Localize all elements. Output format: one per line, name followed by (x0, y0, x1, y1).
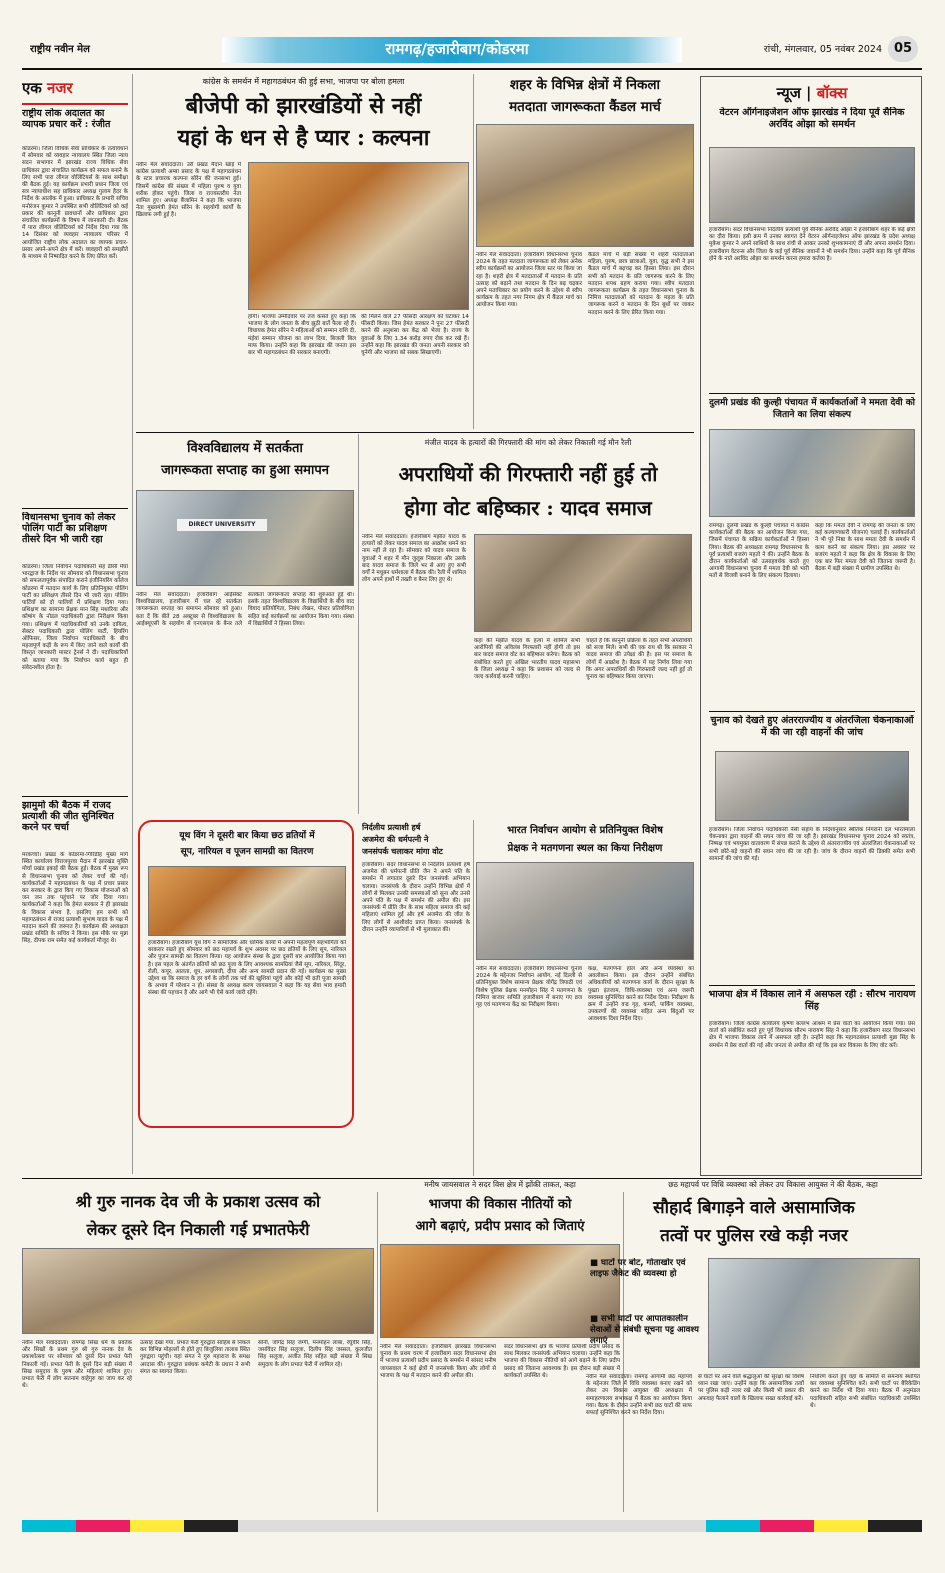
ajmera-headline-line2: अजमेरा की धर्मपत्नी ने (362, 834, 429, 844)
university-body: नवीन मेल संवाददाता। हजारीबाग आईसेक्ट विश्वविद्यालय, हजारीबाग में चल रहे सतर्कता जागरूकता सप्ताह का समापन सोमवार को हुआ। बता दें कि बीते 28 अक्टूबर से विश्वविद्यालय के आईक्यूएसी के सहयोग से एनएसएस के बैनर तले सतर्कता जागरूकता सप्ताह की शुरुआत हुई थी। इसके तहत विश्वविद्यालय के विद्यार्थियों के बीच वाद विवाद प्रतियोगिता, निबंध लेखन, पोस्टर प्रतियोगिता सहित कई कार्यक्रमों का आयोजन किया गया। संस्था में विद्यार्थियों ने हिस्सा लिया। (136, 592, 354, 627)
police-bullet-1 (590, 1258, 702, 1308)
ajmera-body: हजारीबाग। सदर विधानसभा से निर्दलीय प्रत्याशी हर्ष अजमेरा की धर्मपत्नी प्रीति जैन ने अपने पति के समर्थन में लगातार दूसरे दिन जनसंपर्क अभियान चलाया। जनसंपर्क के दौरान उन्होंने विभिन्न क्षेत्रों में लोगों से मिलकर उनकी समस्याओं को सुना और उनसे अपने पति के पक्ष में समर्थन की अपील की। इस जनसंपर्क में प्रीति जैन के साथ महिला समाज की कई महिलाएं शामिल हुईं और हर्ष अजमेरा की जीत के लिए लोगों से आशीर्वाद प्राप्त किया। जनसंपर्क के दौरान उन्होंने व्यापारियों से भी मुलाकात की। (362, 862, 470, 933)
yadav-story (362, 434, 694, 814)
university-story (136, 434, 354, 814)
observer-body-col1: नवीन मेल संवाददाता। हजारीबाग विधानसभा चुनाव 2024 के मद्देनजर निर्वाचन आयोग, नई दिल्ली से प्रतिनियुक्त विशेष सामान्य प्रेक्षक योगेंद्र त्रिपाठी एवं विशेष पुलिस प्रेक्षक मनमोहन सिंह ने मतगणना के निमित्त बाजार समिति हजारीबाग में बनाए गए व्रज गृह एवं मतगणना केंद्र का निरीक्षण किया। (476, 966, 582, 1009)
yadav-headline-line2: होगा वोट बहिष्कार : यादव समाज (404, 496, 652, 520)
bjp-body-col2: सदर विधानसभा क्षेत्र के भाजपा प्रत्याशी प्रदीप प्रसाद के साथ मिलकर जनसंपर्क अभियान चलाया। उन्होंने कहा कि भाजपा की विकास नीतियों को आगे बढ़ाने के लिए प्रदीप प्रसाद को जिताना आवश्यक है। इस दौरान बड़ी संख्या में कार्यकर्ता उपस्थित थे। (504, 1344, 620, 1379)
candle-headline-line2: मतदाता जागरूकता कैंडल मार्च (509, 99, 661, 115)
newsbox-story4-body: हजारीबाग। जिला कांग्रेस कार्यालय कृष्णा बल्लभ आश्रम में प्रेस वार्ता का आयोजन किया गया। प्रेस वार्ता को संबोधित करते हुए पूर्व विधायक सौरभ नारायण सिंह ने कहा कि हजारीबाग सदर विधानसभा क्षेत्र में भाजपा विकास लाने में असफल रही है। उन्होंने कहा कि महागठबंधन प्रत्याशी मुन्ना सिंह के समर्थन में प्रेस वार्ता की गई और जनता से अपील की गई कि इस बार विकास के लिए वोट करें। (709, 1021, 915, 1049)
lead-headline-line2: यहां के धन से है प्यार : कल्पना (177, 125, 430, 151)
police-bullet-2 (590, 1314, 702, 1364)
candle-column-line (473, 74, 474, 429)
sidebar-story3-body: मरकच्चो। प्रखंड के कोडरमा-गिरिडीह मुख्य मार्ग स्थित कार्यालय विराजपुरवा मैदान में झारखंड मुक्ति मोर्चा प्रखंड इकाई की बैठक हुई। बैठक में मुख्य रूप से विधानसभा चुनाव को लेकर चर्चा की गई। कार्यकर्ताओं ने महागठबंधन के पक्ष में प्रचार प्रसार कर सरकार के द्वारा किए गए विकास योजनाओं को जन जन तक पहुंचाने पर जोर दिया गया। कार्यकर्ताओं ने कहा कि हेमंत सरकार ने ही झारखंड के विकास संभव है, इसलिए हम सभी को महागठबंधन से राजद प्रत्याशी सुभाष यादव के पक्ष में मतदान करने की जरूरत है। कार्यक्रम की अध्यक्षता प्रखंड समिति के सचिव ने किया। इस मौके पर मुन्ना सिंह, दीपक राम समेत कई कार्यकर्ता मौजूद थे। (22, 852, 128, 945)
newsbox-divider-3 (709, 985, 915, 986)
newsbox-story2-body-col1: रामगढ़। दुलमी प्रखंड के कुल्ही पंचायत में कांग्रेस कार्यकर्ताओं की बैठक का आयोजन किया गया, जिसमें पंचायत के सक्रिय कार्यकर्ताओं ने हिस्सा लिया। बैठक की अध्यक्षता रामगढ़ विधानसभा के पूर्व प्रत्याशी बजरंग महतो ने की। उन्होंने बैठक के दौरान कार्यकर्ताओं को उत्साहवर्धक करते हुए आगामी विधानसभा चुनाव में ममता देवी को भारी मतों से विजयी बनाने के लिए संकल्प दिलाया। (709, 523, 809, 580)
newsbox-story3-photo (715, 751, 909, 821)
lead-story (136, 74, 471, 429)
gurunanak-headline-line2: लेकर दूसरे दिन निकाली गई प्रभातफेरी (86, 1220, 310, 1239)
observer-headline-line2: प्रेक्षक ने मतगणना स्थल का किया निरीक्षण (507, 843, 663, 854)
lead-body-col3: की मिलने वाले 27 फीसदी आरक्षण को घटाकर 14 फीसदी किया। जिस हेमंत सरकार ने पुनः 27 फीसदी करने की अनुशंसा कर केंद्र को भेजा है। राज्य के युवाओं के लिए 1.34 करोड़ रुपए रोक कर रखे हैं। उन्होंने कहा कि झारखंड की जनता अपनी सरकार को चुनेगी और भाजपा को सबक सिखाएगी। (361, 314, 469, 357)
observer-photo (476, 862, 694, 960)
masthead-rule (22, 68, 922, 70)
newsbox-divider-2 (709, 711, 915, 712)
newsbox-story1-body: हजारीबाग। सदर विधानसभा निर्दलीय प्रत्याशी पूर्व सैनिक अरविंद ओझा ने हजारीबाग शहर के कई क्षेत्रों का दौरा किया। इसी क्रम में उनका स्वागत देने वेटरन ऑर्गनाइजेशन ऑफ झारखंड के प्रदेश अध्यक्ष मुकेश कुमार ने अपने साथियों के साथ रांची से आकर उनको शुभकामनाएं दीं और अपना समर्थन दिया। हजारीबाग वेटरन्स और जिला के कई पूर्व सैनिक जवानों ने भी समर्थन दिया। उन्होंने कहा कि पूर्व सैनिक होने के नाते अरविंद ओझा का समर्थन करना हमारा कर्तव्य है। (709, 227, 915, 262)
newsbox-story1-photo (709, 147, 915, 223)
lower-strip-rule (22, 1178, 922, 1179)
yadav-photo (474, 534, 692, 632)
sidebar-label-b: नजर (41, 79, 73, 97)
yadav-body-col1: नवीन मेल संवाददाता। हजारीबाग मंझीत यादव के हत्यारों को लेकर यादव समाज का आक्रोश थमने का नाम नहीं ले रहा है। सोमवार को यादव समाज के युवाओं ने शहर में मौन जुलूस निकाला और उसके बाद यादव समाज के जिले भर से आए हुए सभी वर्गों ने मधुबन धर्मशाला में बैठक की। रैली में शामिल लोग अपने हाथों में तख्ती व बैनर लिए हुए थे। (362, 534, 466, 584)
gurunanak-headline-line1: श्री गुरु नानक देव जी के प्रकाश उत्सव को (75, 1192, 321, 1211)
yadav-kicker: मंजीत यादव के हत्यारों की गिरफ्तारी की मांग को लेकर निकाली गई मौन रैली (424, 438, 632, 447)
newsbox-story2-body-col2: कहा कि ममता देवी ने रामगढ़ की जनता के लिए कई कल्याणकारी योजनाएं चलाई हैं। कार्यकर्ताओं ने भी पूरे निष्ठा के साथ ममता देवी के समर्थन में काम करने का संकल्प लिया। इस अवसर पर बजरंग महतो ने कहा कि क्षेत्र के विकास के लिए एक बार फिर ममता देवी को जिताना जरूरी है। बैठक में बड़ी संख्या में ग्रामीण उपस्थित थे। (815, 523, 915, 573)
candle-body-col2: कैंडल मार्च में बड़ी संख्या में शहरी मतदाताओं महिला, पुरुष, छात्र छात्राओं, युवा, वृद्ध सभी ने इस कैंडल मार्च में बढ़चढ़ कर हिस्सा लिया। इस दौरान सभी को मतदान के प्रति जागरूक करने के लिए मतदान शपथ ग्रहण कराया गया। स्वीप मतदाता जागरूकता कार्यक्रम के तहत विधानसभा चुनाव के निमित्त मतदाताओं को मतदान के महत्व के प्रति जागरूक करने व मतदान के दिन बूथों पर जाकर मतदान करने के लिए प्रेरित किया गया। (588, 252, 694, 316)
sidebar-story2-headline: विधानसभा चुनाव को लेकर पोलिंग पार्टी का प्रशिक्षण तीसरे दिन भी जारी रहा (22, 512, 116, 545)
gurunanak-body-col2: उत्साह देखा गया. प्रभात फेरी गुरुद्वारा साहिब से निकल कर विभिन्न मोहल्लों से होते हुए बिजुलिया तालाब स्थित गुरुद्वारा पहुंची। यहां संगत ने गुरु महाराज के समक्ष अरदास की। गुरुद्वारा प्रबंधक कमेटी के प्रधान ने सभी संगत का स्वागत किया। (140, 1340, 250, 1375)
bjp-headline-line1: भाजपा की विकास नीतियों को (428, 1197, 572, 1212)
newsbox-story4-headline: भाजपा क्षेत्र में विकास लाने में असफल रही : सौरभ नारायण सिंह (708, 989, 916, 1012)
observer-body-col2: कक्ष, मतगणना हॉल और अन्य व्यवस्था का अवलोकन किया। इस दौरान उन्होंने संबंधित अधिकारियों को मतगणना कार्य के दौरान सुरक्षा के पुख्ता इंतजाम, विधि-व्यवस्था एवं अन्य जरूरी व्यवस्था सुनिश्चित करने का निर्देश दिया। निरीक्षण के क्रम में उन्होंने वज्र गृह, कमरों, पार्किंग व्यवस्था, उपकरणों की व्यवस्था सहित अन्य बिंदुओं पर आवश्यक दिशा निर्देश दिए। (588, 966, 694, 1023)
newsbox-story3-body: हजारीबाग। जिला निर्वाचन पदाधिकारी नैंसी सहाय के निर्देशानुसार स्थैतिक निगरानी दल भारतमाला चेकनाका द्वारा वाहनों की सघन जांच की जा रही है। झारखंड विधानसभा चुनाव 2024 को स्वतंत्र, निष्पक्ष एवं भयमुक्त वातावरण में संपन्न कराने के उद्देश्य से अंतरराज्यीय एवं अंतरजिला चेकनाकाओं पर सभी छोटे-बड़े वाहनों की सघन जांच की जा रही है। जांच के दौरान वाहनों की डिक्की समेत सभी सामानों की जांच की गई। (709, 827, 915, 862)
bjp-column-line (377, 1192, 378, 1512)
sidebar-label-rule (22, 103, 128, 105)
lead-photo-rally (248, 162, 469, 310)
bjp-photo (380, 1244, 620, 1338)
yadav-body-col2: कहा की मंझीत यादव के हत्या में शामिल सभी आरोपियों की अविलंब गिरफ्तारी नहीं होगी तो इस बार यादव समाज वोट का बहिष्कार करेगा। बैठक को संबोधित करते हुए अखिल भारतीय यादव महासभा के जिला अध्यक्ष ने कहा कि प्रशासन को जल्द से जल्द कार्रवाई करनी चाहिए। (474, 638, 580, 681)
masthead-section: रामगढ़/हजारीबाग/कोडरमा (385, 40, 529, 58)
masthead (22, 31, 922, 67)
newsbox-label: न्यूज | बॉक्स (776, 84, 848, 102)
newsbox-story2-photo (709, 429, 915, 517)
youth-body: हजारीबाग। हजारीबाग यूथ विंग ने सामाजिक और धार्मिक कार्यों में अपनी महत्वपूर्ण सहभागिता को बरकरार रखते हुए सोमवार को छठ महापर्व के शुभ अवसर पर छठ व्रतियों के लिए सूप, नारियल और पूजन सामग्री का वितरण किया। यह आयोजन संस्था के द्वारा दूसरी बार आयोजित किया गया है। इस पहल के अंतर्गत व्रतियों को छठ पूजा के लिए आवश्यक सामग्रियां जैसे सूप, नारियल, सिंदूर, रोली, कपूर, आलता, धूप, अगरबत्ती, दीया और अन्य सामग्री प्रदान की गई। कार्यक्रम का मुख्य उद्देश्य था कि समाज के हर वर्ग के लोगों तक पर्व की खुशियां पहुंचे और कोई भी व्रती पूजा सामग्री के अभाव में परेशान न हो। संस्था के अध्यक्ष करण जायसवाल ने कहा कि यह सेवा भाव हमारी संस्था की पहचान है और आगे भी ऐसे कार्य जारी रहेंगे। (148, 940, 346, 997)
newsbox-label-a: न्यूज (776, 84, 801, 102)
observer-column-line (473, 820, 474, 1176)
news-box (700, 76, 922, 1176)
police-body-col1: नवीन मेल संवाददाता। रामगढ़ आगामी छठ महापर्व के मद्देनजर जिले में विधि व्यवस्था बनाए रखने को लेकर उप विकास आयुक्त की अध्यक्षता में समाहरणालय सभाकक्ष में बैठक का आयोजन किया गया। बैठक के दौरान उन्होंने सभी छठ घाटों की साफ सफाई सुनिश्चित करने का निर्देश दिया। (586, 1374, 692, 1417)
observer-story (476, 820, 694, 1176)
police-bullet-2-text: सभी घाटों पर आपातकालीन सेवाओं से संबंधी सूचना पट्ट आवश्य लगाएं (590, 1314, 699, 1346)
sidebar-label-a: एक (22, 79, 42, 97)
university-banner: DIRECT UNIVERSITY (177, 519, 267, 531)
bullet-square-icon: ■ (590, 1314, 601, 1324)
bjp-body-col1: नवीन मेल संवाददाता। हजारीबाग झारखंड विधानसभा चुनाव के प्रथम चरण में हजारीबाग सदर विधानसभा क्षेत्र में भाजपा प्रत्याशी प्रदीप प्रसाद के समर्थन में सांसद मनीष जायसवाल ने कई क्षेत्रों में जनसंपर्क किया और लोगों से भाजपा के पक्ष में मतदान करने की अपील की। (380, 1344, 496, 1379)
gurunanak-photo (22, 1248, 374, 1334)
gurunanak-body-col1: नवीन मेल संवाददाता। रामगढ़ सिख धर्म के प्रवर्तक और सिखों के प्रथम गुरु श्री गुरु नानक देव के प्रकाशोत्सव पर सोमवार को दूसरे दिन प्रभात फेरी निकाली गई। प्रभात फेरी के दूसरे दिन बड़ी संख्या में सिख समुदाय के पुरुष और महिलाएं शामिल हुए। प्रभात फेरी में लोग सतनाम वाहेगुरु का जाप कर रहे थे। (22, 1340, 132, 1390)
police-headline-line2: तत्वों पर पुलिस रखे कड़ी नजर (660, 1226, 848, 1246)
bjp-story (380, 1192, 620, 1512)
sidebar-story1-headline: राष्ट्रीय लोक अदालत का व्यापक प्रचार करें : रंजीत (22, 108, 111, 130)
masthead-logo: राष्ट्रीय नवीन मेल (30, 44, 90, 55)
university-headline-line2: जागरूकता सप्ताह का हुआ समापन (161, 463, 329, 478)
row2-rule (136, 432, 694, 433)
candle-story (476, 74, 694, 429)
lead-headline-line1: बीजेपी को झारखंडियों से नहीं (185, 93, 422, 119)
sidebar-column-line (132, 74, 133, 1174)
police-body-col2: से घाटों पर आने वाले श्रद्धालुओं की सुरक्षा का विशेष ध्यान रखा जाए। उन्होंने कहा कि असामाजिक तत्वों पर पुलिस कड़ी नजर रखे और किसी भी प्रकार की अफवाह फैलाने वालों के खिलाफ सख्त कार्रवाई करें। (698, 1374, 804, 1402)
youth-headline-line2: सूप, नारियल व पूजन सामग्री का वितरण (180, 847, 314, 857)
newsbox-story2-headline: दुलमी प्रखंड की कुल्ही पंचायत में कार्यकर्ताओं ने ममता देवी को जिताने का लिया संकल्प (709, 398, 915, 420)
sidebar-story2-body: कोडरमा। जिला निर्वाचन पदाधिकारी सह डीसी मेघा भारद्वाज के निर्देश पर सोमवार को विधानसभा चुनाव को सफलतापूर्वक संपादित कराने इंजीनियरिंग कॉलेज कोडरमा में मतदान कार्य के लिए प्रतिनियुक्त पोलिंग पार्टी का प्रशिक्षण तीसरे दिन भी जारी रहा। पोलिंग पार्टियों को दो पालियों में प्रशिक्षण दिया गया। प्रशिक्षण का सामान्य प्रेक्षक मान सिंह मथारिया और कोषांग के नोडल पदाधिकारी द्वारा निरीक्षण किया गया। प्रशिक्षण में पदाधिकारियों को उनके दायित्व, सेक्टर पदाधिकारी द्वारा पोलिंग पार्टी, हियरिंग ऑफिसर, जिला निर्वाचन पदाधिकारी के बीच महत्वपूर्ण कड़ी के रूप में किए जाने वाले कार्यों की विस्तृत जानकारी मास्टर ट्रेनर्स ने दी। पदाधिकारियों को बताया गया कि निर्वाचन कार्य बहुत ही संवेदनशील होता है। (22, 564, 128, 671)
candle-photo (476, 124, 694, 247)
police-bullet-1-text: घाटों पर बोट, गोताखोर एवं लाइफ जैकेट की व्यवस्था हो (590, 1258, 686, 1279)
sidebar-story3-headline: झामुमो की बैठक में राजद प्रत्याशी की जीत सुनिश्चित करने पर चर्चा (22, 800, 114, 833)
lead-body-col2: होगी। भाजपा उम्मीदवार पर तंज कसते हुए कहा कि भाजपा के लोग जनता के बीच झूठी बातें फैला रहे हैं। विधायक हेमंत सोरेन ने महिलाओं को सम्मान राशि दी, मंईयां सम्मान योजना का लाभ दिया, बिजली बिल माफ किया। उन्होंने कहा कि झारखंड की जनता इस बार भी महागठबंधन की सरकार बनाएगी। (248, 314, 356, 357)
strip-right-kicker: छठ महापर्व पर विधि व्यवस्था को लेकर उप विकास आयुक्त ने की बैठक, कहा (668, 1180, 878, 1189)
police-body-col3: निर्धारण करते हुए वहां के समिति से समन्वय स्थापित कर व्यवस्था सुनिश्चित करें। सभी घाटों पर बैरिकेडिंग करने का निर्देश भी दिया गया। बैठक में अनुमंडल पदाधिकारी सहित सभी संबंधित पदाधिकारी उपस्थित थे। (810, 1374, 920, 1409)
ajmera-headline-line3: जनसंपर्क चलाकर मांगा वोट (362, 846, 443, 856)
university-photo (136, 490, 354, 586)
sidebar-story1-body: कोडरमा। जिला विधिक सेवा प्राधिकार के तत्वावधान में सोमवार को व्यवहार न्यायालय स्थित जिला न्याय सदन सभागार में झारखंड राज्य विधिक सेवा प्राधिकार द्वारा संचालित कार्यक्रम को सफल बनाने के लिए सभी पारा लीगल वोलिंटियर्स के साथ समीक्षा की बैठक हुई। यह कार्यक्रम प्रभारी प्रधान जिला एवं सत्र न्यायाधीश सह प्राधिकार अध्यक्ष गुलाम हैदर के निर्देश के आलोक में हुआ। प्राधिकार के प्रभारी सचिव मनोरंजन कुमार ने उपस्थित सभी वोलिंटियर्स को कई प्रकार की कानूनी प्रावधानों और प्राधिकार द्वारा संचालित कार्यक्रमों के विषय में जानकारी दी। बैठक में पारा लीगल वोलिंटियर्स को निर्देश दिया गया कि 14 दिसंबर को व्यवहार न्यायालय परिसर में आयोजित राष्ट्रीय लोक अदालत का व्यापक प्रचार-प्रसार अपने-अपने क्षेत्र में करें। व्यवहारों को समझौते के माध्यम से निष्पादित करने के लिए प्रेरित करें। (22, 146, 128, 261)
police-story (586, 1192, 922, 1512)
police-photo (708, 1258, 920, 1368)
gurunanak-body-col3: सोनी, जोगेंद्र सिंह जग्गी, मनमोहन लांबा, रघुवीर सिंह, जसविंदर सिंह सलूजा, दिलीप सिंह जस्सल, कुलजीत सिंह सलूजा, अजीत सिंह सहित बड़ी संख्या में सिख समुदाय के लोग प्रभात फेरी में शामिल रहे। (258, 1340, 372, 1368)
youth-photo (148, 866, 346, 936)
ajmera-story (362, 820, 470, 1176)
lead-kicker: कांग्रेस के समर्थन में महागठबंधन की हुई सभा, भाजपा पर बोला हमला (202, 77, 405, 86)
lead-body-col1: नवीन मेल संवाददाता। उरी प्रखंड मैदान खाई में कांग्रेस प्रत्याशी अम्बा प्रसाद के पक्ष में महागठबंधन के स्टार प्रचारक कल्पना सोरेन की जनसभा हुई। जिसमें कांग्रेस की संख्या में महिला पुरुष व युवा शरीक होकर पहुंचे। जिला व राज्यस्तरीय नेता शामिल हुए। अध्यक्ष बैंजामिन ने कहा कि भाजपा नेता मुख्यमंत्री हेमंत सोरेन के सहयोगी कार्यों के खिलाफ लगी हुई है। (136, 162, 241, 219)
candle-body-col1: नवीन मेल संवाददाता। हजारीबाग विधानसभा चुनाव 2024 के तहत मतदाता जागरूकता को लेकर अनेक स्वीप कार्यक्रमों का आयोजन जिला स्तर पर किया जा रहा है। शहरी क्षेत्र में मतदाताओं में मतदान के प्रति उत्साह को बढ़ाने तथा मतदान के दिन बढ़ चढ़कर अपने मताधिकार का प्रयोग करने के उद्देश्य से स्वीप कार्यक्रम के तहत नगर निगम क्षेत्र में कैंडल मार्च का आयोजन किया गया। (476, 252, 582, 309)
page-number: 05 (888, 36, 918, 62)
sidebar-label (22, 78, 128, 102)
newsbox-story1-headline: वेटरन ऑर्गनाइजेशन ऑफ झारखंड ने दिया पूर्व सैनिक अरविंद ओझा को समर्थन (719, 107, 905, 130)
youth-headline-line1: यूथ विंग ने दूसरी बार किया छठ व्रतियों में (179, 831, 315, 841)
university-headline-line1: विश्वविद्यालय में सतर्कता (187, 441, 303, 456)
masthead-date: रांची, मंगलवार, 05 नवंबर 2024 (763, 44, 882, 55)
yadav-headline-line1: अपराधियों की गिरफ्तारी नहीं हुई तो (398, 462, 658, 486)
newsbox-label-b: बॉक्स (816, 84, 848, 102)
bullet-square-icon: ■ (590, 1258, 601, 1268)
strip-left-kicker: मनीष जायसवाल ने सदर विस क्षेत्र में झोंकी ताकत, कहा (424, 1180, 576, 1189)
ajmera-headline-line1: निर्दलीय प्रत्याशी हर्ष (362, 822, 421, 832)
sidebar-divider-2 (22, 796, 128, 797)
newsbox-story3-headline: चुनाव को देखते हुए अंतरराज्यीय व अंतरजिला चेकनाकाओं में की जा रही वाहनों की जांच (710, 715, 914, 738)
bjp-headline-line2: आगे बढ़ाएं, प्रदीप प्रसाद को जिताएं (415, 1219, 585, 1234)
police-headline-line1: सौहार्द बिगाड़ने वाले असामाजिक (653, 1198, 855, 1218)
yadav-column-line (358, 434, 359, 814)
sidebar-divider-1 (22, 508, 128, 509)
observer-headline-line1: भारत निर्वाचन आयोग से प्रतिनियुक्त विशेष (507, 825, 663, 836)
gurunanak-story (22, 1182, 374, 1512)
candle-headline-line1: शहर के विभिन्न क्षेत्रों में निकला (509, 77, 661, 93)
yadav-body-col3: चाहते हैं कि कानूनी प्रक्रिया के तहत सभी अपराधियों को सजा मिले। सभी की एक राय थी कि सरकार ने यादव समाज की उपेक्षा की है। इस पर समाज के लोगों में आक्रोश है। बैठक में यह निर्णय लिया गया कि अगर अपराधियों की गिरफ्तारी जल्द नहीं हुई तो चुनाव का बहिष्कार किया जाएगा। (586, 638, 692, 681)
youth-wing-box (138, 820, 354, 1128)
newsbox-divider-1 (709, 393, 915, 394)
footer-color-bar (22, 1520, 922, 1532)
